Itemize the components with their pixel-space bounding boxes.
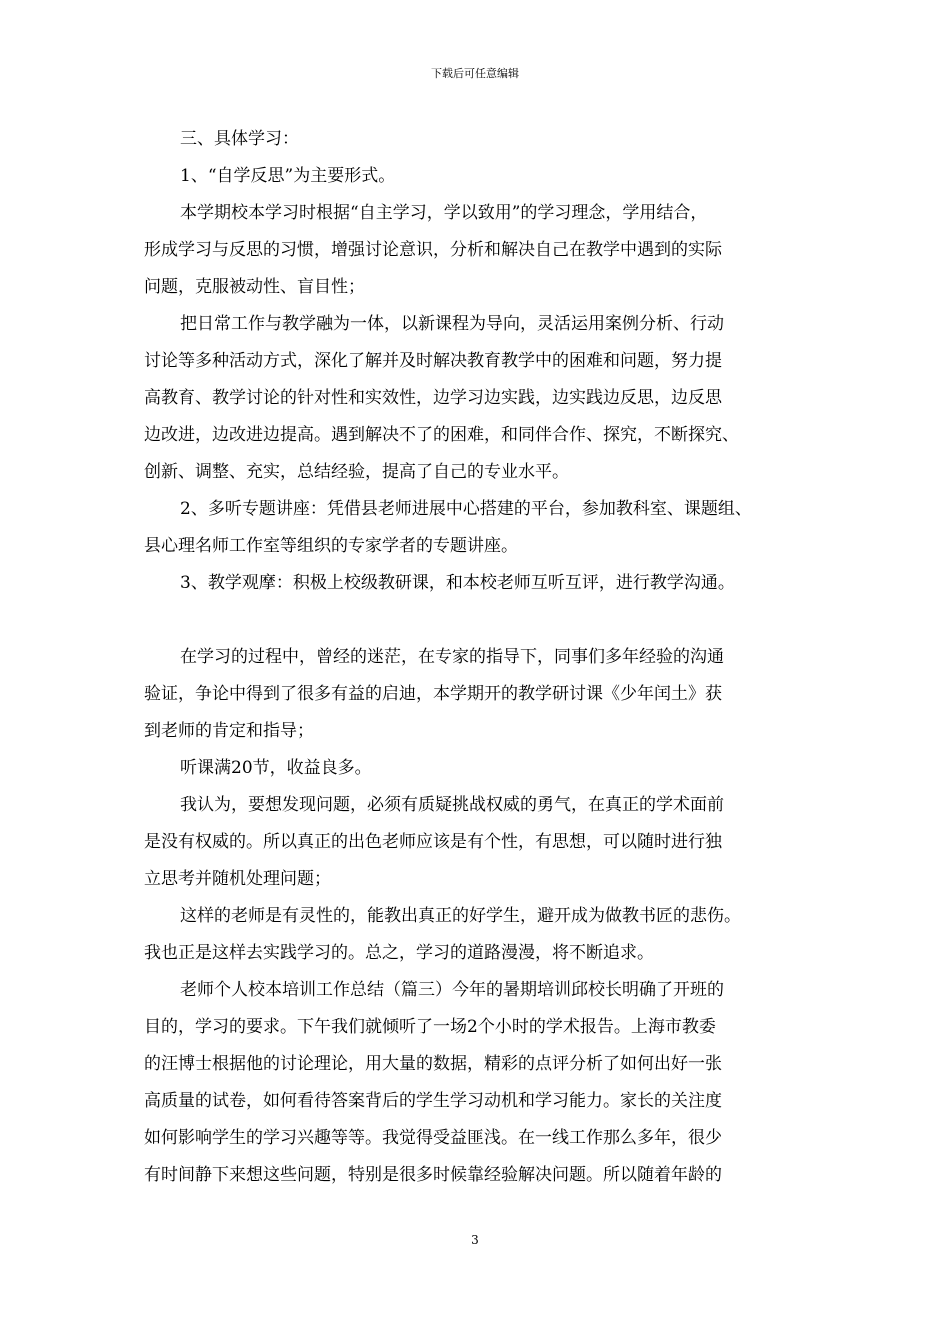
section-heading: 三、具体学习： <box>180 129 299 149</box>
paragraph-line: 在学习的过程中，曾经的迷茫，在专家的指导下，同事们多年经验的沟通 <box>180 647 724 667</box>
document-body <box>144 121 806 1194</box>
paragraph-line: 2、多听专题讲座：凭借县老师进展中心搭建的平台，参加教科室、课题组、 <box>180 499 752 519</box>
page-number: 3 <box>471 1233 479 1247</box>
paragraph-line: 问题，克服被动性、盲目性； <box>144 277 365 297</box>
paragraph-line: 高质量的试卷，如何看待答案背后的学生学习动机和学习能力。家长的关注度 <box>144 1091 722 1111</box>
paragraph-line: 形成学习与反思的习惯，增强讨论意识，分析和解决自己在教学中遇到的实际 <box>144 240 722 260</box>
paragraph-line: 验证，争论中得到了很多有益的启迪，本学期开的教学研讨课《少年闰土》获 <box>144 684 722 704</box>
subsection-heading: 1、“自学反思”为主要形式。 <box>180 166 396 186</box>
paragraph-line: 高教育、教学讨论的针对性和实效性，边学习边实践，边实践边反思，边反思 <box>144 388 722 408</box>
page-header: 下载后可任意编辑 <box>431 67 519 80</box>
paragraph-line: 我认为，要想发现问题，必须有质疑挑战权威的勇气，在真正的学术面前 <box>180 795 724 815</box>
paragraph-line: 3、教学观摩：积极上校级教研课，和本校老师互听互评，进行教学沟通。 <box>180 573 735 593</box>
paragraph-line: 这样的老师是有灵性的，能教出真正的好学生，避开成为做教书匠的悲伤。 <box>180 906 741 926</box>
paragraph-line: 老师个人校本培训工作总结（篇三）今年的暑期培训邱校长明确了开班的 <box>180 980 724 1000</box>
paragraph-line: 讨论等多种活动方式，深化了解并及时解决教育教学中的困难和问题，努力提 <box>144 351 722 371</box>
paragraph-line: 有时间静下来想这些问题，特别是很多时候靠经验解决问题。所以随着年龄的 <box>144 1165 722 1185</box>
paragraph-line: 是没有权威的。所以真正的出色老师应该是有个性，有思想，可以随时进行独 <box>144 832 722 852</box>
paragraph-line: 把日常工作与教学融为一体，以新课程为导向，灵活运用案例分析、行动 <box>180 314 724 334</box>
paragraph-line: 到老师的肯定和指导； <box>144 721 314 741</box>
paragraph-line: 立思考并随机处理问题； <box>144 869 331 889</box>
blank-line <box>144 602 806 639</box>
paragraph-line: 的汪博士根据他的讨论理论，用大量的数据，精彩的点评分析了如何出好一张 <box>144 1054 722 1074</box>
paragraph-line: 听课满20节，收益良多。 <box>180 758 372 778</box>
paragraph-line: 如何影响学生的学习兴趣等等。我觉得受益匪浅。在一线工作那么多年，很少 <box>144 1128 722 1148</box>
paragraph-line: 创新、调整、充实，总结经验，提高了自己的专业水平。 <box>144 462 569 482</box>
paragraph-line: 我也正是这样去实践学习的。总之，学习的道路漫漫，将不断追求。 <box>144 943 654 963</box>
paragraph-line: 县心理名师工作室等组织的专家学者的专题讲座。 <box>144 536 518 556</box>
paragraph-line: 本学期校本学习时根据“自主学习，学以致用”的学习理念，学用结合， <box>180 203 708 223</box>
paragraph-line: 边改进，边改进边提高。遇到解决不了的困难，和同伴合作、探究，不断探究、 <box>144 425 739 445</box>
paragraph-line: 目的，学习的要求。下午我们就倾听了一场2个小时的学术报告。上海市教委 <box>144 1017 716 1037</box>
